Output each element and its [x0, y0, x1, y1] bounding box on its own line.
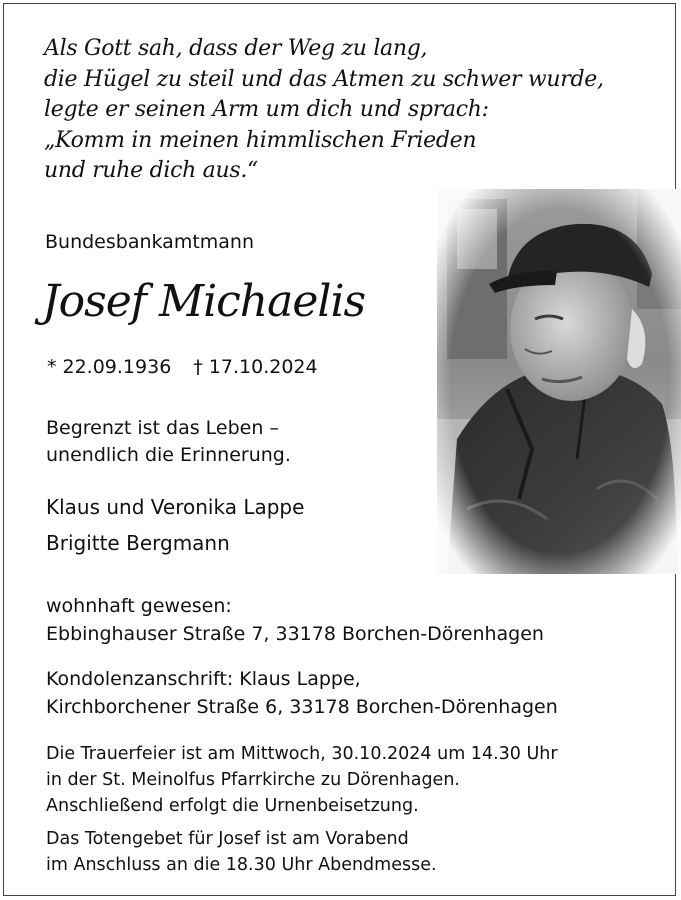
- motto: [46, 415, 291, 469]
- deceased-name: Josef Michaelis: [42, 276, 366, 327]
- death-date: 17.10.2024: [208, 356, 318, 378]
- funeral-line: in der St. Meinolfus Pfarrkirche zu Dörenhagen.: [46, 770, 460, 790]
- poem-line: Als Gott sah, dass der Weg zu lang,: [44, 36, 428, 61]
- poem-line: legte er seinen Arm um dich und sprach:: [44, 97, 489, 122]
- prayer-info: [46, 826, 437, 878]
- poem-line: die Hügel zu steil und das Atmen zu schwer wurde,: [44, 66, 604, 92]
- funeral-info: [46, 741, 558, 819]
- poem: [44, 34, 604, 187]
- prayer-line: Das Totengebet für Josef ist am Vorabend: [46, 829, 409, 849]
- obituary-notice: [3, 3, 676, 896]
- residence: [46, 592, 544, 648]
- motto-line: Begrenzt ist das Leben –: [46, 417, 279, 439]
- mourner-name: Brigitte Bergmann: [46, 531, 230, 555]
- condolence-line: Kirchborchener Straße 6, 33178 Borchen-Dörenhagen: [46, 696, 558, 718]
- death-symbol: †: [193, 356, 203, 378]
- portrait-photo: [437, 189, 681, 574]
- funeral-line: Anschließend erfolgt die Urnenbeisetzung.: [46, 796, 419, 816]
- poem-line: „Komm in meinen himmlischen Frieden: [44, 127, 477, 153]
- profession: Bundesbankamtmann: [45, 231, 255, 253]
- prayer-line: im Anschluss an die 18.30 Uhr Abendmesse.: [46, 855, 437, 875]
- mourner-name: Klaus und Veronika Lappe: [46, 495, 305, 519]
- mourners: [46, 489, 304, 561]
- residence-address: Ebbinghauser Straße 7, 33178 Borchen-Dörenhagen: [46, 623, 544, 645]
- condolence-line: Kondolenzanschrift: Klaus Lappe,: [46, 668, 361, 690]
- life-dates: [47, 354, 318, 380]
- poem-line: und ruhe dich aus.“: [44, 158, 258, 183]
- residence-label: wohnhaft gewesen:: [46, 595, 232, 617]
- birth-date: 22.09.1936: [62, 356, 172, 378]
- motto-line: unendlich die Erinnerung.: [46, 444, 291, 466]
- condolence-address: [46, 665, 558, 721]
- birth-symbol: *: [47, 356, 57, 378]
- funeral-line: Die Trauerfeier ist am Mittwoch, 30.10.2024 um 14.30 Uhr: [46, 744, 558, 764]
